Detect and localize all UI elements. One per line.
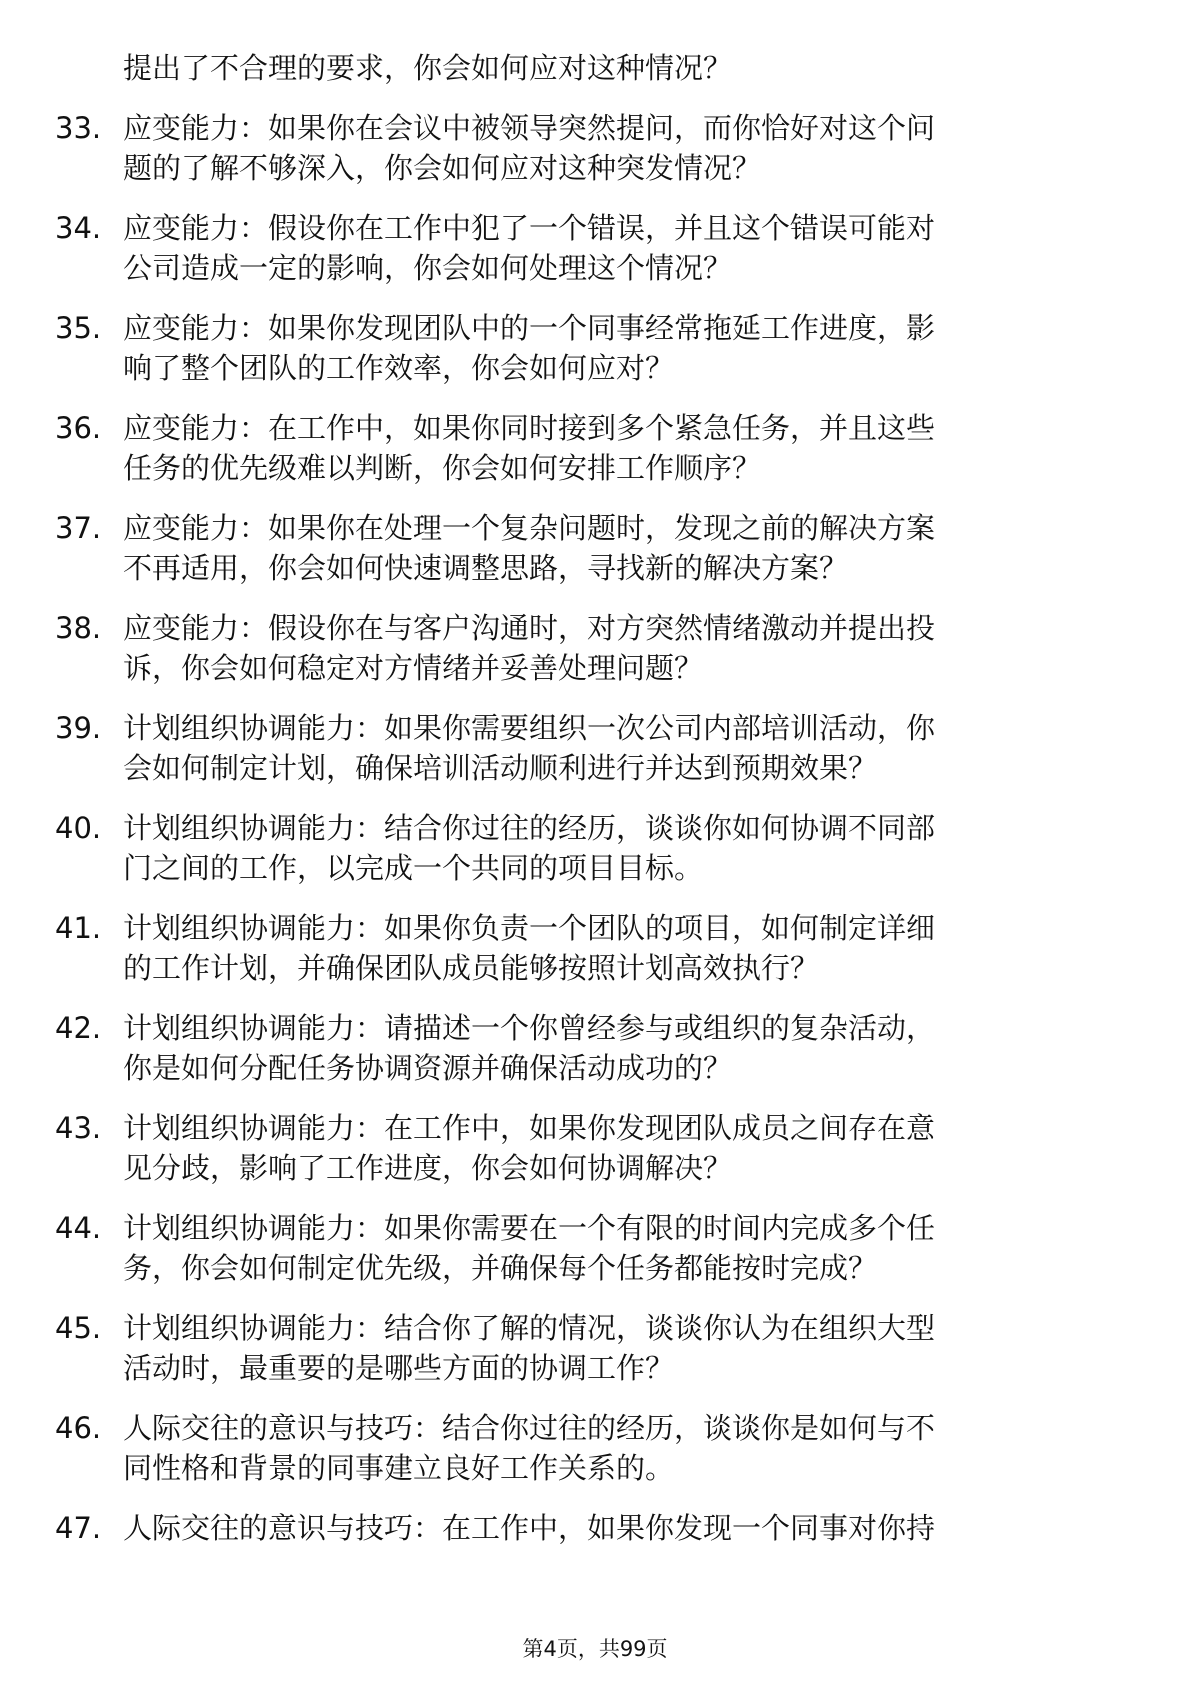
question-text-line: 任务的优先级难以判断，你会如何安排工作顺序？	[123, 451, 762, 485]
question-text	[123, 1308, 1115, 1408]
question-number: 34.	[55, 211, 102, 245]
question-text-line: 响了整个团队的工作效率，你会如何应对？	[123, 351, 675, 385]
question-text-line: 的工作计划，并确保团队成员能够按照计划高效执行？	[123, 951, 820, 985]
question-item	[55, 1008, 1115, 1108]
question-text	[123, 908, 1115, 1008]
question-text-line: 务，你会如何制定优先级，并确保每个任务都能按时完成？	[123, 1251, 878, 1285]
question-text-line: 你是如何分配任务协调资源并确保活动成功的？	[123, 1051, 733, 1085]
page-footer: 第4页，共99页	[522, 1637, 668, 1661]
question-number: 40.	[55, 811, 102, 845]
question-text	[123, 1208, 1115, 1308]
question-text-line: 应变能力：如果你在会议中被领导突然提问，而你恰好对这个问	[123, 111, 936, 145]
question-number: 39.	[55, 711, 102, 745]
question-text	[123, 208, 1115, 308]
question-number: 37.	[55, 511, 102, 545]
question-text-line: 计划组织协调能力：在工作中，如果你发现团队成员之间存在意	[123, 1111, 936, 1145]
question-text	[123, 508, 1115, 608]
question-text	[123, 408, 1115, 508]
question-item	[55, 1308, 1115, 1408]
question-item	[55, 608, 1115, 708]
question-text-line: 计划组织协调能力：如果你负责一个团队的项目，如何制定详细	[123, 911, 936, 945]
question-item	[55, 1208, 1115, 1308]
question-item	[55, 1108, 1115, 1208]
question-text-line: 诉，你会如何稳定对方情绪并妥善处理问题？	[123, 651, 704, 685]
question-text-line: 人际交往的意识与技巧：结合你过往的经历，谈谈你是如何与不	[123, 1411, 936, 1445]
question-number: 47.	[55, 1511, 102, 1545]
question-item	[55, 208, 1115, 308]
question-item	[55, 508, 1115, 608]
question-text	[123, 1408, 1115, 1508]
question-number: 42.	[55, 1011, 102, 1045]
question-number: 44.	[55, 1211, 102, 1245]
question-text-line: 见分歧，影响了工作进度，你会如何协调解决？	[123, 1151, 733, 1185]
question-item	[55, 408, 1115, 508]
question-text-line: 计划组织协调能力：请描述一个你曾经参与或组织的复杂活动，	[123, 1011, 936, 1045]
question-text-line: 应变能力：假设你在工作中犯了一个错误，并且这个错误可能对	[123, 211, 936, 245]
question-text-line: 不再适用，你会如何快速调整思路，寻找新的解决方案？	[123, 551, 849, 585]
question-text-line: 门之间的工作，以完成一个共同的项目目标。	[123, 851, 704, 885]
question-text-line: 应变能力：如果你在处理一个复杂问题时，发现之前的解决方案	[123, 511, 936, 545]
question-text-line: 计划组织协调能力：如果你需要在一个有限的时间内完成多个任	[123, 1211, 936, 1245]
question-item	[55, 108, 1115, 208]
question-item	[55, 1508, 1115, 1608]
question-item	[55, 308, 1115, 408]
question-number: 33.	[55, 111, 102, 145]
question-number: 45.	[55, 1311, 102, 1345]
question-number: 43.	[55, 1111, 102, 1145]
question-item	[55, 1408, 1115, 1508]
question-text	[123, 808, 1115, 908]
question-text-line: 活动时，最重要的是哪些方面的协调工作？	[123, 1351, 675, 1385]
question-number: 41.	[55, 911, 102, 945]
question-list	[55, 108, 1115, 1608]
question-text-line: 题的了解不够深入，你会如何应对这种突发情况？	[123, 151, 762, 185]
continued-question-text: 提出了不合理的要求，你会如何应对这种情况？	[123, 51, 733, 85]
question-text-line: 公司造成一定的影响，你会如何处理这个情况？	[123, 251, 733, 285]
question-text	[123, 1008, 1115, 1108]
question-item	[55, 908, 1115, 1008]
question-text-line: 计划组织协调能力：如果你需要组织一次公司内部培训活动，你	[123, 711, 936, 745]
question-number: 38.	[55, 611, 102, 645]
question-number: 35.	[55, 311, 102, 345]
question-text-line: 应变能力：如果你发现团队中的一个同事经常拖延工作进度，影	[123, 311, 936, 345]
question-text	[123, 108, 1115, 208]
question-text	[123, 308, 1115, 408]
question-text-line: 会如何制定计划，确保培训活动顺利进行并达到预期效果？	[123, 751, 878, 785]
question-text	[123, 1508, 1115, 1608]
question-text-line: 人际交往的意识与技巧：在工作中，如果你发现一个同事对你持	[123, 1511, 936, 1545]
question-item	[55, 808, 1115, 908]
question-text	[123, 608, 1115, 708]
question-number: 36.	[55, 411, 102, 445]
question-text	[123, 1108, 1115, 1208]
question-text-line: 同性格和背景的同事建立良好工作关系的。	[123, 1451, 675, 1485]
question-text	[123, 708, 1115, 808]
question-text-line: 应变能力：在工作中，如果你同时接到多个紧急任务，并且这些	[123, 411, 936, 445]
question-text-line: 应变能力：假设你在与客户沟通时，对方突然情绪激动并提出投	[123, 611, 936, 645]
question-text-line: 计划组织协调能力：结合你过往的经历，谈谈你如何协调不同部	[123, 811, 936, 845]
question-text-line: 计划组织协调能力：结合你了解的情况，谈谈你认为在组织大型	[123, 1311, 936, 1345]
question-number: 46.	[55, 1411, 102, 1445]
question-item	[55, 708, 1115, 808]
